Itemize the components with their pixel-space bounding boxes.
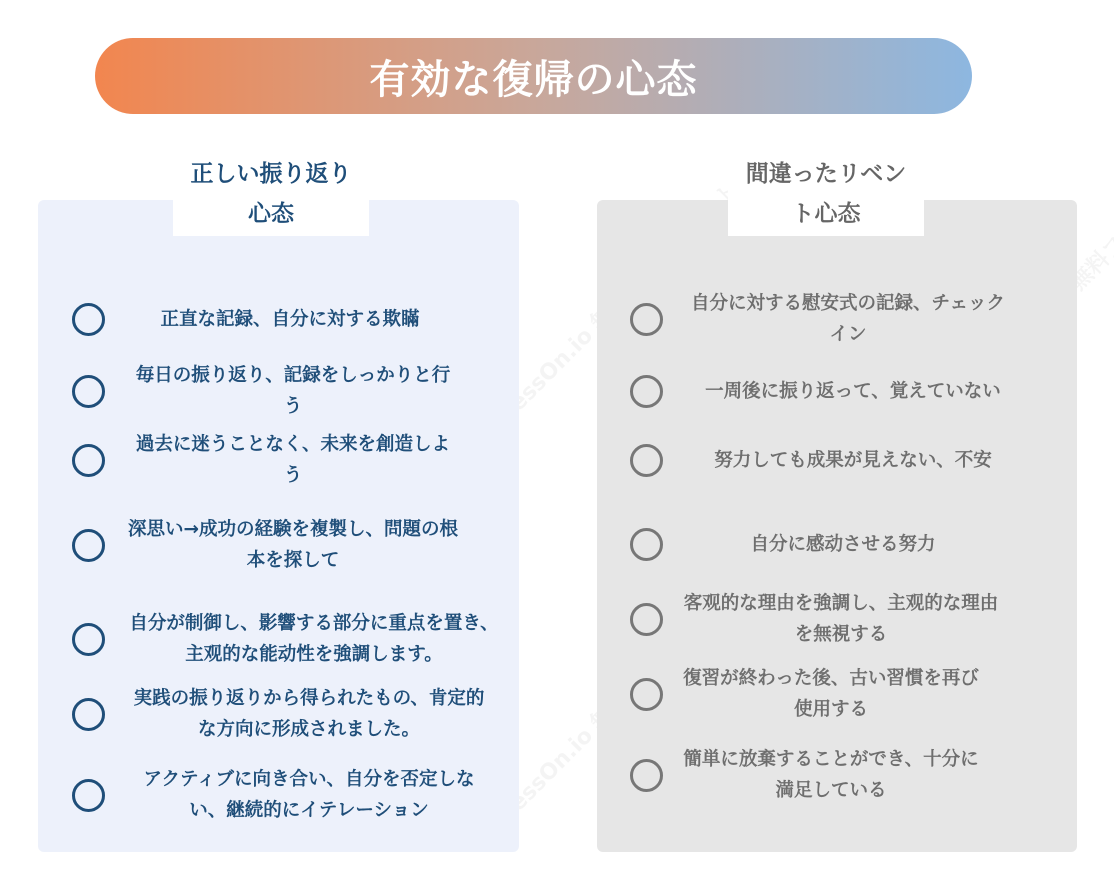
- correct-item: [72, 764, 486, 826]
- circle-outline-icon: [630, 528, 663, 561]
- wrong-item-text: 復習が終わった後、古い習慣を再び使用する: [683, 668, 979, 720]
- circle-outline-icon: [72, 529, 105, 562]
- correct-mindset-header-label: 正しい振り返り心态: [190, 161, 352, 227]
- wrong-item-text: 努力しても成果が見えない、不安: [714, 450, 992, 471]
- wrong-item: [630, 588, 1001, 650]
- circle-outline-icon: [630, 375, 663, 408]
- wrong-mindset-header-label: 間違ったリベント心态: [745, 161, 907, 227]
- wrong-item: [630, 744, 981, 806]
- wrong-item-text: 客观的な理由を強調し、主观的な理由を無視する: [683, 593, 999, 645]
- correct-item-text: 自分が制御し、影響する部分に重点を置き、主观的な能动性を強調します。: [129, 613, 499, 665]
- circle-outline-icon: [72, 444, 105, 477]
- correct-mindset-header: [173, 152, 369, 236]
- circle-outline-icon: [72, 303, 105, 336]
- wrong-item: [630, 663, 981, 725]
- wrong-item-text: 簡単に放棄することができ、十分に満足している: [683, 749, 979, 801]
- correct-item-text: 正直な記録、自分に対する欺瞞: [160, 309, 420, 330]
- circle-outline-icon: [630, 759, 663, 792]
- wrong-item: [630, 288, 1008, 350]
- circle-outline-icon: [72, 698, 105, 731]
- circle-outline-icon: [72, 375, 105, 408]
- circle-outline-icon: [630, 603, 663, 636]
- correct-item-text: 深思い→成功の経験を複製し、問題の根本を探して: [128, 519, 459, 571]
- correct-item: [72, 514, 458, 576]
- wrong-item-text: 自分に感动させる努力: [750, 534, 936, 555]
- wrong-item-text: 一周後に振り返って、覚えていない: [705, 381, 1001, 402]
- wrong-item: [630, 444, 1018, 477]
- title-banner: [95, 38, 972, 114]
- correct-item-text: アクティブに向き合い、自分を否定しない、継続的にイテレーション: [143, 769, 475, 821]
- circle-outline-icon: [630, 444, 663, 477]
- page-title: 有効な復帰の心态: [369, 56, 698, 103]
- wrong-item: [630, 528, 1003, 561]
- circle-outline-icon: [72, 779, 105, 812]
- correct-item: [72, 360, 458, 422]
- wrong-item-text: 自分に対する慰安式の記録、チェックイン: [691, 293, 1005, 345]
- correct-item: [72, 429, 458, 491]
- circle-outline-icon: [72, 623, 105, 656]
- correct-item: [72, 683, 486, 745]
- circle-outline-icon: [630, 678, 663, 711]
- correct-item-text: 毎日の振り返り、記録をしっかりと行う: [135, 365, 451, 417]
- correct-item-text: 過去に迷うことなく、未来を創造しよう: [135, 434, 451, 486]
- wrong-mindset-header: [728, 152, 924, 236]
- correct-item: [72, 608, 501, 670]
- correct-item-text: 実践の振り返りから得られたもの、肯定的な方向に形成されました。: [133, 688, 485, 740]
- wrong-item: [630, 375, 1023, 408]
- correct-item: [72, 303, 465, 336]
- circle-outline-icon: [630, 303, 663, 336]
